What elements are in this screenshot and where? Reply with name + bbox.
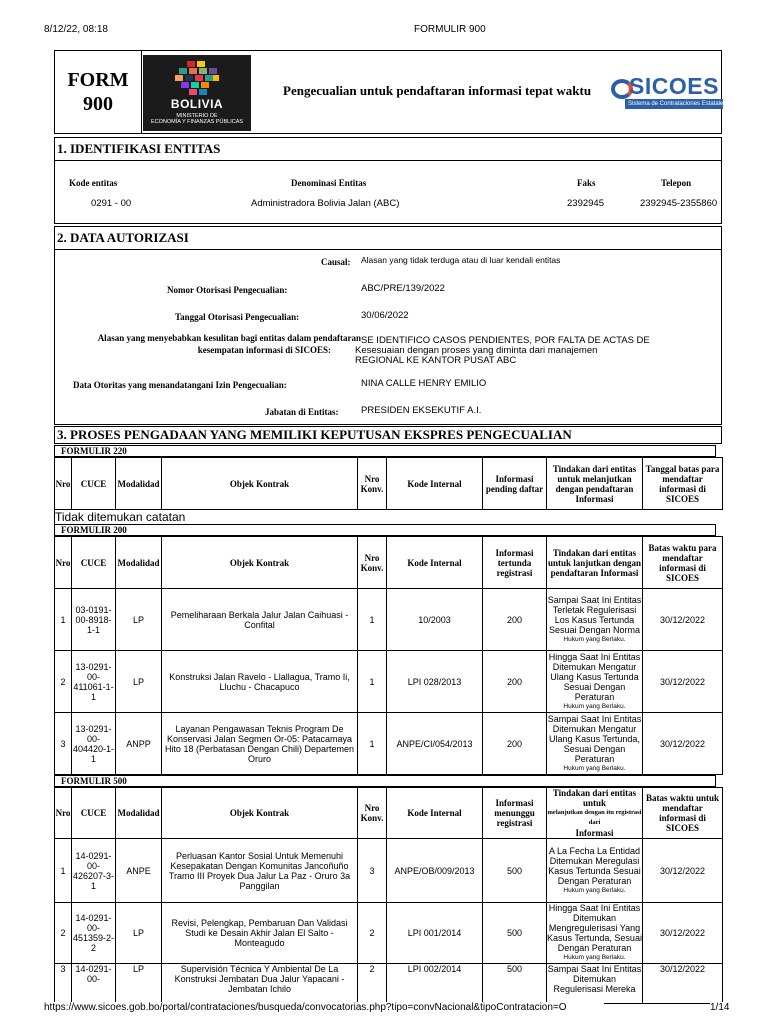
entity-code-value: 0291 - 00: [91, 198, 132, 209]
formulir-200-header-row: Nro CUCE Modalidad Objek Kontrak Nro Konv. Kode Internal Informasi tertunda registrasi Tindakan dari entitas untuk lanjutkan dengan pendaftaran Informasi Batas waktu para mendaftar informasi di SICOES: [55, 537, 723, 589]
reason-label: Alasan yang menyebabkan kesulitan bagi entitas dalam pendaftaran kesempatan informasi di SICOES:: [97, 333, 361, 355]
print-footer-url: https://www.sicoes.gob.bo/portal/contrataciones/busqueda/convocatorias.php?tipo=convNacional&tipoContratacion=O: [44, 1002, 604, 1013]
form-number-box: [55, 51, 142, 133]
authorization-number-value: ABC/PRE/139/2022: [361, 283, 445, 294]
formulir-220-empty-row: [55, 510, 723, 524]
authority-label: Data Otoritas yang menandatangani Izin Pengecualian:: [73, 380, 287, 390]
print-page-number: 1/14: [710, 1002, 730, 1013]
emblem-ministry: MINISTERIO DE ECONOMÍA Y FINANZAS PÚBLICAS: [150, 113, 244, 125]
entity-phone-header: Telepon: [661, 178, 692, 188]
formulir-500-label: FORMULIR 500: [54, 775, 716, 787]
formulir-500-table: [54, 787, 723, 1004]
reason-value-1: SE IDENTIFICO CASOS PENDIENTES, POR FALTA DE ACTAS DE: [361, 335, 650, 346]
print-datetime: 8/12/22, 08:18: [44, 24, 108, 35]
page-title: Pengecualian untuk pendaftaran informasi tepat waktu: [283, 83, 592, 98]
table-row: 3 13-0291-00-404420-1-1 ANPP Layanan Pengawasan Teknis Program De Konservasi Jalan Segmen Or-05: Patacamaya Hito 18 (Perbatasan Dengan Chili) Departemen Oruro 1 ANPE/CI/054/2013 200 Sampai Saat Ini Entitas Ditemukan Mengatur Ulang Kasus Tertunda, Sesuai Dengan Peraturan Hukum yang Berlaku. 30/12/2022: [55, 713, 723, 775]
position-value: PRESIDEN EKSEKUTIF A.I.: [361, 405, 482, 416]
causal-label: Causal:: [321, 257, 351, 267]
authorization-number-label: Nomor Otorisasi Pengecualian:: [167, 285, 288, 295]
bolivia-ministry-logo: [143, 55, 251, 131]
entity-fax-value: 2392945: [567, 198, 604, 209]
form-number: 900: [83, 93, 113, 115]
form-word: FORM: [67, 69, 129, 91]
formulir-220-header-row: Nro CUCE Modalidad Objek Kontrak Nro Konv. Kode Internal Informasi pending daftar Tindakan dari entitas untuk melanjutkan dengan pendaftaran Informasi Tanggal batas para mendaftar informasi di SICOES: [55, 458, 723, 510]
entity-code-header: Kode entitas: [69, 178, 118, 188]
authorization-date-value: 30/06/2022: [361, 310, 409, 321]
entity-fax-header: Faks: [577, 178, 596, 188]
entity-name-value: Administradora Bolivia Jalan (ABC): [251, 198, 400, 209]
section-3-title: 3. PROSES PENGADAAN YANG MEMILIKI KEPUTUSAN EKSPRES PENGECUALIAN: [54, 426, 722, 444]
entity-name-header: Denominasi Entitas: [291, 178, 367, 188]
emblem-country: BOLIVIA: [170, 97, 224, 111]
sicoes-logo-text: SICOES: [629, 73, 719, 99]
section-2-panel: [54, 249, 722, 425]
authorization-date-label: Tanggal Otorisasi Pengecualian:: [175, 312, 300, 322]
section-1-title: 1. IDENTIFIKASI ENTITAS: [54, 137, 722, 161]
table-row: 1 14-0291-00-426207-3-1 ANPE Perluasan Kantor Sosial Untuk Memenuhi Kesepakatan Dengan Komunitas Jancoñuño Tramo III Proyek Dua Jalur La Paz - Oruro 3a Panggilan 3 ANPE/OB/009/2013 500 A La Fecha La Entidad Ditemukan Meregulasi Kasus Tertunda Sesuai Dengan Peraturan Hukum yang Berlaku. 30/12/2022: [55, 839, 723, 903]
section-1-panel: [54, 160, 722, 224]
section-2-title: 2. DATA AUTORIZASI: [54, 226, 722, 250]
sicoes-logo: [611, 73, 727, 109]
causal-value: Alasan yang tidak terduga atau di luar kendali entitas: [361, 255, 561, 265]
table-row: 3 14-0291-00- LP Supervisión Técnica Y Ambiental De La Konstruksi Jembatan Dua Jalur Yapacani - Jembatan Ichilo 2 LPI 002/2014 500 Sampai Saat Ini Entitas Ditemukan Regulerisasi Mereka 30/12/2022: [55, 964, 723, 1004]
formulir-500-header-row: Nro CUCE Modalidad Objek Kontrak Nro Konv. Kode Internal Informasi menunggu registrasi Tindakan dari entitas untuk melanjutkan dengan itu registrasi dari Informasi Batas waktu untuk mendaftar informasi di SICOES: [55, 788, 723, 839]
position-label: Jabatan di Entitas:: [265, 407, 339, 417]
table-row: 2 14-0291-00-451359-2-2 LP Revisi, Pelengkap, Pembaruan Dan Validasi Studi ke Desain Akhir Jalan El Salto - Monteagudo 2 LPI 001/2014 500 Hingga Saat Ini Entitas Ditemukan Mengregulerisasi Yang Kasus Tertunda, Sesuai Dengan Peraturan Hukum yang Berlaku. 30/12/2022: [55, 903, 723, 964]
table-row: 2 13-0291-00-411061-1-1 LP Konstruksi Jalan Ravelo - Llallagua, Tramo Ii, Lluchu - Chacapuco 1 LPI 028/2013 200 Hingga Saat Ini Entitas Ditemukan Mengatur Ulang Kasus Tertunda Sesuai Dengan Peraturan Hukum yang Berlaku. 30/12/2022: [55, 651, 723, 713]
formulir-200-label: FORMULIR 200: [54, 524, 716, 536]
bolivia-mosaic-icon: [173, 61, 221, 97]
formulir-220-label: FORMULIR 220: [54, 445, 716, 457]
formulir-220-table: [54, 457, 723, 524]
no-records-text: Tidak ditemukan catatan: [55, 510, 723, 524]
entity-phone-value: 2392945-2355860: [640, 198, 718, 209]
formulir-200-table: [54, 536, 723, 775]
print-doc-title: FORMULIR 900: [414, 24, 486, 35]
reason-value-3: REGIONAL KE KANTOR PUSAT ABC: [355, 355, 517, 366]
sicoes-tagline: Sistema de Contrataciones Estatales: [625, 99, 723, 109]
reason-value-2: Kesesuaian dengan proses yang diminta dari manajemen: [355, 345, 598, 356]
authority-value: NINA CALLE HENRY EMILIO: [361, 378, 487, 389]
form-header: [54, 50, 727, 134]
table-row: 1 03-0191-00-8918-1-1 LP Pemeliharaan Berkala Jalur Jalan Caihuasi - Confital 1 10/2003 200 Sampai Saat Ini Entitas Terletak Regulerisasi Los Kasus Tertunda Sesuai Dengan Norma Hukum yang Berlaku. 30/12/2022: [55, 589, 723, 651]
